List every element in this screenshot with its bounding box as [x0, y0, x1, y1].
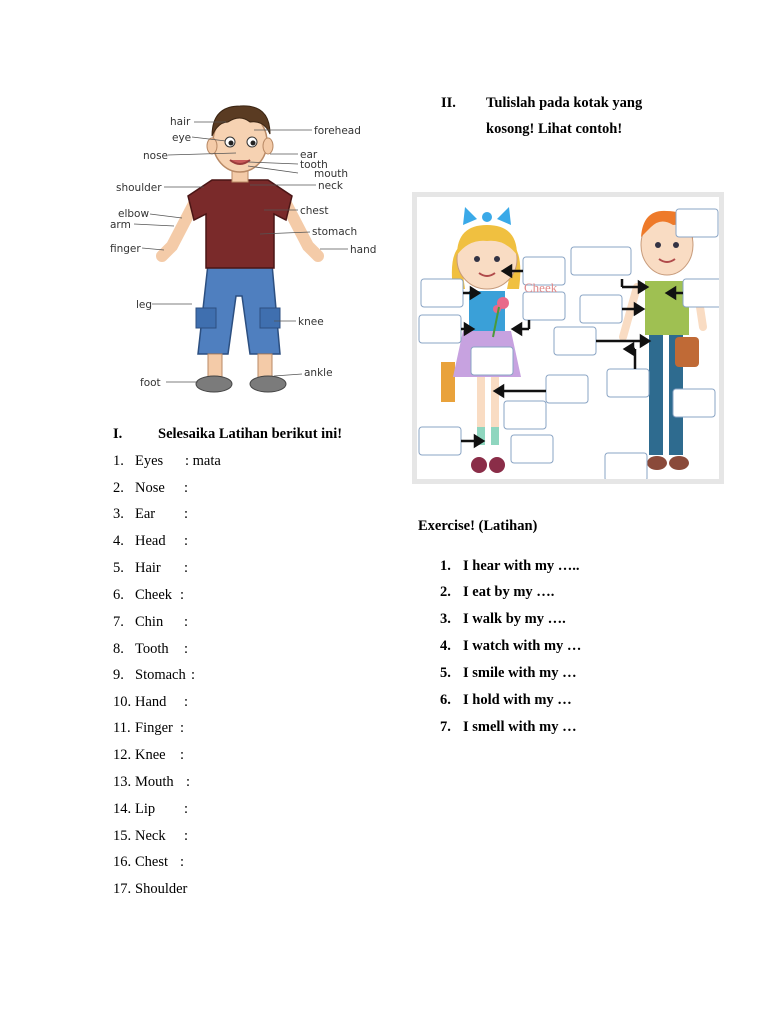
list-item: 15. Neck : [113, 828, 189, 844]
list-item: 7. I smell with my … [440, 719, 577, 735]
list-item: 5. Hair : [113, 560, 189, 576]
answer-box[interactable] [471, 347, 513, 375]
label-neck: neck [318, 180, 343, 192]
label-stomach: stomach [312, 226, 358, 238]
list-item: 6. I hold with my … [440, 692, 572, 708]
kids-illustration [417, 197, 719, 479]
section1-number: I. [113, 426, 123, 442]
label-eye: eye [172, 132, 192, 144]
answer-box[interactable] [607, 369, 649, 397]
list-item: 1. I hear with my ….. [440, 558, 580, 574]
answer-box[interactable] [504, 401, 546, 429]
list-item: 14. Lip : [113, 801, 189, 817]
label-forehead: forehead [314, 125, 361, 137]
list-item: 5. I smile with my … [440, 665, 577, 681]
section1-title: Selesaika Latihan berikut ini! [158, 426, 343, 442]
list-item: 13. Mouth : [113, 774, 191, 790]
label-foot: foot [140, 377, 161, 389]
answer-box[interactable] [419, 315, 461, 343]
label-hand: hand [350, 244, 377, 256]
list-item: 2. Nose : [113, 480, 189, 496]
answer-box[interactable] [676, 209, 718, 237]
list-item: 10. Hand : [113, 694, 189, 710]
answer-box[interactable] [605, 453, 647, 479]
answer-box[interactable] [523, 292, 565, 320]
label-arm: arm [110, 219, 131, 231]
label-chest: chest [300, 205, 329, 217]
label-leg: leg [136, 299, 153, 311]
list-item: 4. I watch with my … [440, 638, 582, 654]
label-mouth: mouth [314, 168, 349, 180]
list-item: 8. Tooth : [113, 641, 189, 657]
list-item: 2. I eat by my …. [440, 584, 555, 600]
label-knee: knee [298, 316, 324, 328]
answer-box[interactable] [673, 389, 715, 417]
list-item: 4. Head : [113, 533, 189, 549]
section2-title-line1: Tulislah pada kotak yang [486, 95, 643, 111]
section2-title-line2: kosong! Lihat contoh! [486, 121, 623, 137]
label-nose: nose [143, 150, 169, 162]
body-parts-diagram [100, 96, 390, 402]
answer-box[interactable] [546, 375, 588, 403]
list-item: 3. I walk by my …. [440, 611, 566, 627]
list-item: 9. Stomach : [113, 667, 196, 683]
list-item: 6. Cheek : [113, 587, 185, 603]
label-tooth: tooth [300, 159, 328, 171]
labelling-picture [412, 192, 724, 484]
label-shoulder: shoulder [116, 182, 162, 194]
label-finger: finger [110, 243, 141, 255]
list-item: 3. Ear : [113, 506, 189, 522]
list-item: 7. Chin : [113, 614, 189, 630]
answer-box[interactable] [419, 427, 461, 455]
example-label: Cheek [524, 280, 558, 295]
label-ear: ear [300, 149, 318, 161]
answer-box[interactable] [421, 279, 463, 307]
label-elbow: elbow [118, 208, 150, 220]
exercise-title: Exercise! (Latihan) [418, 518, 538, 534]
label-ankle: ankle [304, 367, 333, 379]
boy-illustration [162, 106, 318, 392]
section2-number: II. [441, 95, 456, 111]
list-item: 16. Chest : [113, 854, 185, 870]
label-hair: hair [170, 116, 191, 128]
answer-box[interactable] [580, 295, 622, 323]
answer-box[interactable] [554, 327, 596, 355]
list-item: 12. Knee : [113, 747, 185, 763]
answer-box[interactable] [511, 435, 553, 463]
list-item: 1. Eyes : mata [113, 453, 221, 469]
answer-box[interactable] [683, 279, 719, 307]
answer-box[interactable] [571, 247, 631, 275]
list-item: 11. Finger : [113, 720, 185, 736]
list-item: 17. Shoulder [113, 881, 188, 897]
